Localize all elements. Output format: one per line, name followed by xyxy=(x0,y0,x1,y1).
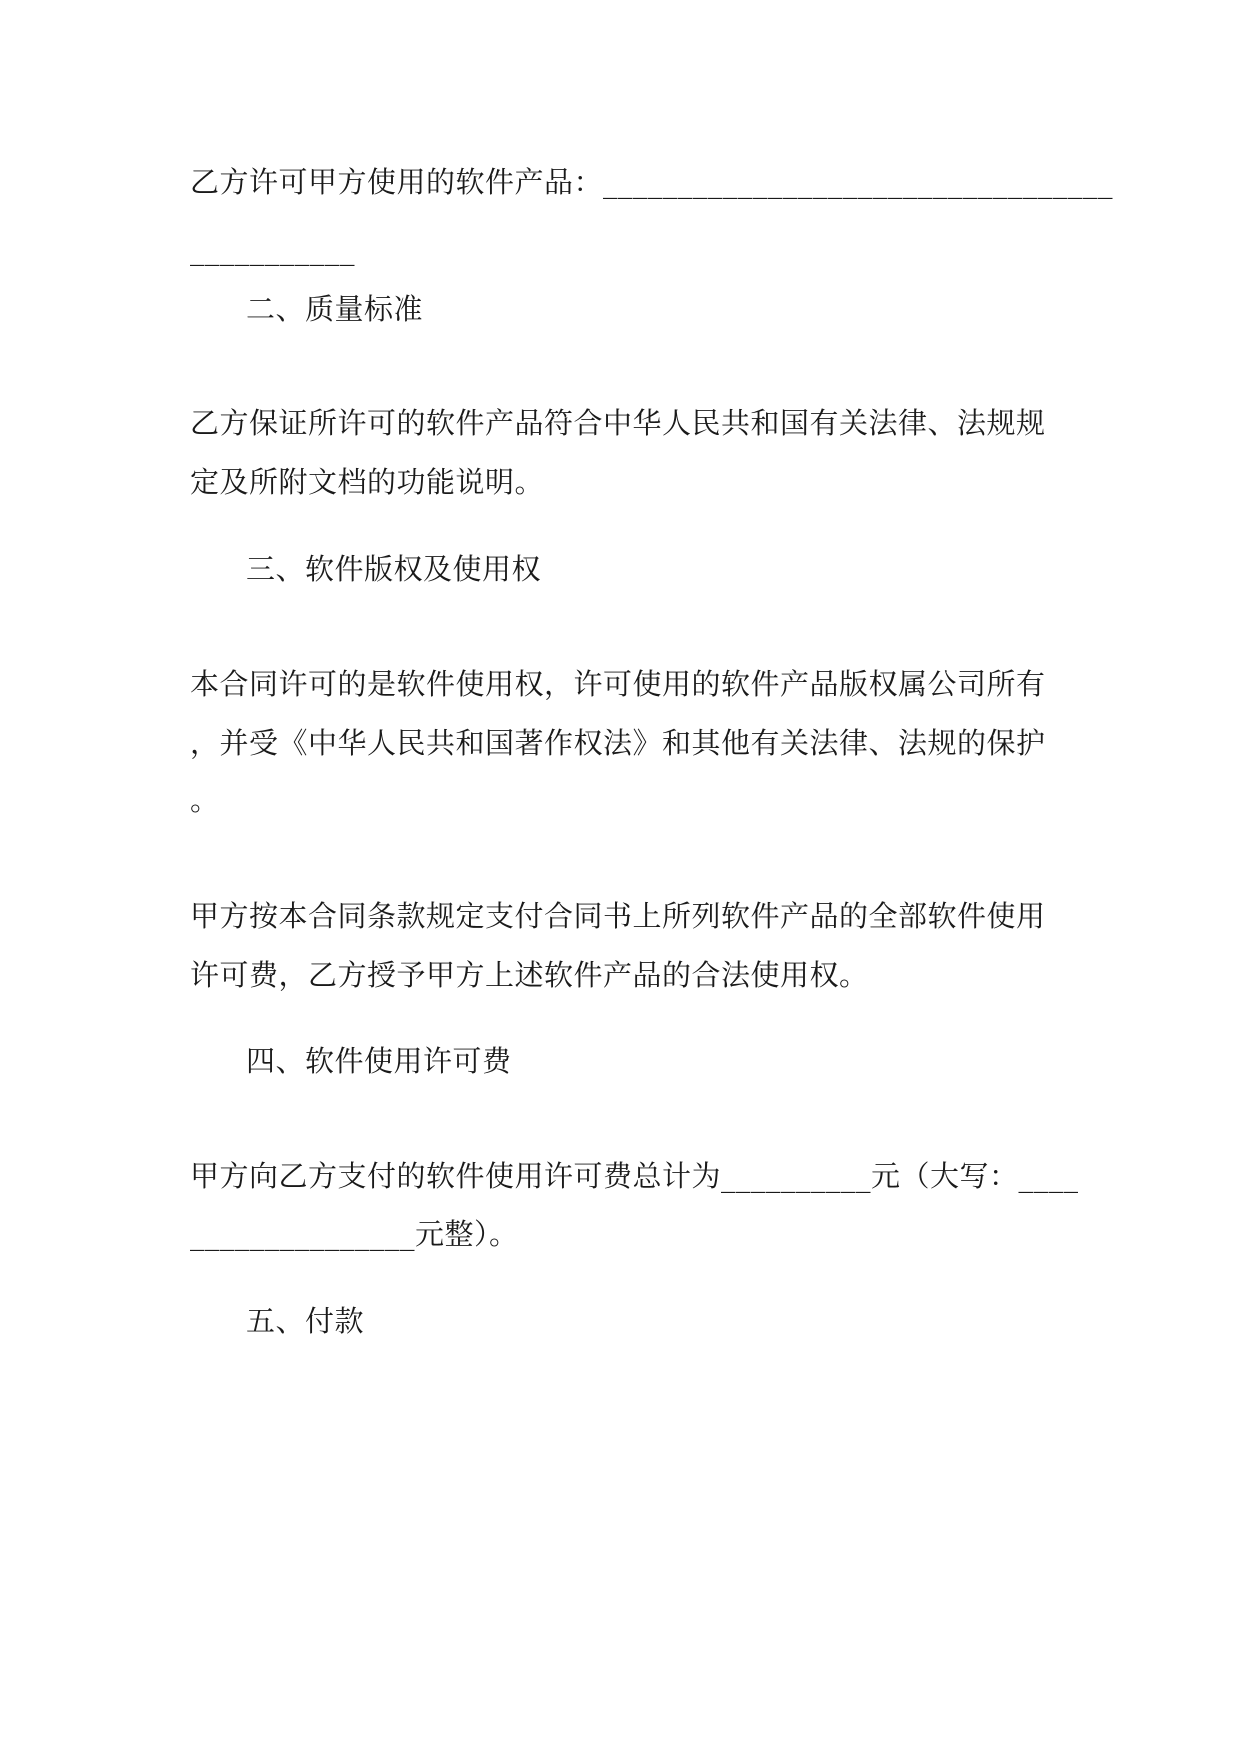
section-4-body-line-2: _______________元整）。 xyxy=(190,1217,519,1251)
section-2-body-line-1: 乙方保证所许可的软件产品符合中华人民共和国有关法律、法规规 xyxy=(190,406,1046,440)
section-2-body-line-2: 定及所附文档的功能说明。 xyxy=(190,465,545,499)
section-3-para-1-line-1: 本合同许可的是软件使用权，许可使用的软件产品版权属公司所有 xyxy=(190,667,1046,701)
section-3-para-2-line-2: 许可费，乙方授予甲方上述软件产品的合法使用权。 xyxy=(190,958,869,992)
section-4-body-line-1: 甲方向乙方支付的软件使用许可费总计为__________元（大写：____ xyxy=(190,1159,1079,1193)
section-3-heading: 三、软件版权及使用权 xyxy=(246,552,542,586)
section-3-para-1-line-3: 。 xyxy=(190,783,220,817)
section-2-heading: 二、质量标准 xyxy=(246,292,424,326)
clause-product-line: 乙方许可甲方使用的软件产品：__________________________________ xyxy=(190,165,1114,199)
section-5-heading: 五、付款 xyxy=(246,1304,365,1338)
section-4-heading: 四、软件使用许可费 xyxy=(246,1044,512,1078)
section-3-para-2-line-1: 甲方按本合同条款规定支付合同书上所列软件产品的全部软件使用 xyxy=(190,899,1046,933)
clause-product-line-cont: ___________ xyxy=(190,232,355,266)
section-3-para-1-line-2: ，并受《中华人民共和国著作权法》和其他有关法律、法规的保护 xyxy=(190,726,1046,760)
